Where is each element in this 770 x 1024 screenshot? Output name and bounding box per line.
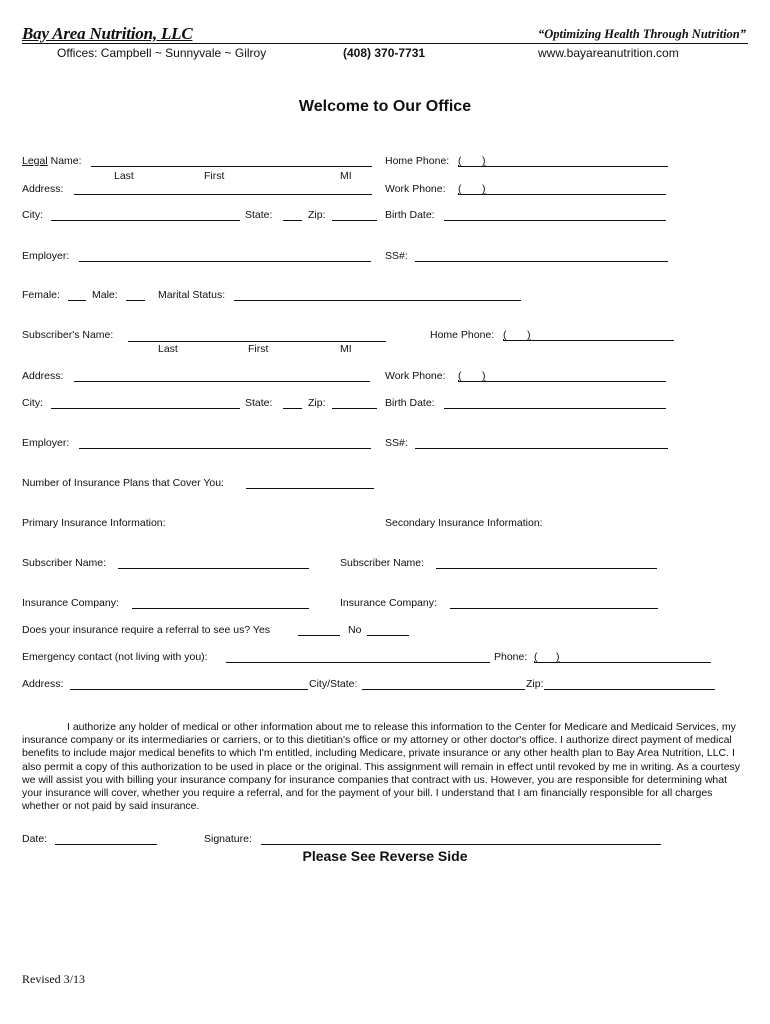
- home-phone-paren-open: (: [458, 155, 462, 167]
- emergency-contact-label: Emergency contact (not living with you):: [22, 651, 208, 663]
- subscriber-name-label: Subscriber's Name:: [22, 329, 114, 341]
- primary-company-label: Insurance Company:: [22, 597, 119, 609]
- revision-note: Revised 3/13: [22, 972, 85, 986]
- subscriber-ssn-label: SS#:: [385, 437, 408, 449]
- authorization-paragraph: I authorize any holder of medical or other information about me to release this information to the Center for Medicare and Medicaid Services, my insurance company or its intermediaries or carriers, or to this dietitian's office or my attorney or other doctor's office. I authorize direct payment of medical benefits to include major medical benefits to which I'm entitled, including Medicare, private insurance or any other health plan to Bay Area Nutrition, LLC. I also permit a copy of this authorization to be used in place or the original. This assignment will remain in effect until revoked by me in writing. As a courtesy we will assist you with billing your insurance company for insurance companies that contract with us. However, you are responsible for determining what your insurance will cover, whether you require a referral, and for the payment of your bill. I understand that I am financially responsible for all charges whether or not paid by said insurance.: [22, 721, 741, 813]
- subscriber-ssn-field[interactable]: [415, 448, 668, 449]
- emergency-address-label: Address:: [22, 678, 64, 690]
- signature-field[interactable]: [261, 844, 661, 845]
- subscriber-work-phone-label: Work Phone:: [385, 370, 446, 382]
- subscriber-work-phone-paren-open: (: [458, 370, 462, 382]
- female-label: Female:: [22, 289, 60, 301]
- emergency-phone-paren-close: ): [556, 651, 560, 663]
- subscriber-state-field[interactable]: [283, 408, 302, 409]
- secondary-subscriber-field[interactable]: [436, 568, 657, 569]
- website: www.bayareanutrition.com: [538, 46, 679, 60]
- work-phone-field[interactable]: [458, 194, 666, 195]
- emergency-city-state-field[interactable]: [362, 689, 525, 690]
- num-plans-label: Number of Insurance Plans that Cover You:: [22, 477, 224, 489]
- subscriber-zip-label: Zip:: [308, 397, 326, 409]
- marital-status-field[interactable]: [234, 300, 521, 301]
- primary-company-field[interactable]: [132, 608, 309, 609]
- secondary-company-label: Insurance Company:: [340, 597, 437, 609]
- header-divider: [22, 43, 748, 44]
- subscriber-employer-field[interactable]: [79, 448, 371, 449]
- work-phone-paren-open: (: [458, 183, 462, 195]
- work-phone-paren-close: ): [482, 183, 486, 195]
- subscriber-work-phone-field[interactable]: [458, 381, 666, 382]
- state-label: State:: [245, 209, 273, 221]
- referral-no-field[interactable]: [367, 635, 409, 636]
- office-locations: Offices: Campbell ~ Sunnyvale ~ Gilroy: [57, 46, 267, 60]
- referral-question: Does your insurance require a referral to see us? Yes: [22, 624, 271, 636]
- subscriber-city-label: City:: [22, 397, 43, 409]
- subscriber-address-label: Address:: [22, 370, 64, 382]
- emergency-phone-field[interactable]: [534, 662, 711, 663]
- reverse-side-notice: Please See Reverse Side: [302, 848, 468, 864]
- emergency-zip-label: Zip:: [526, 678, 544, 690]
- legal-name-field[interactable]: [91, 166, 372, 167]
- num-plans-field[interactable]: [246, 488, 374, 489]
- female-field[interactable]: [68, 300, 86, 301]
- legal-name-label-rest: Name:: [47, 155, 82, 167]
- emergency-city-state-label: City/State:: [309, 678, 358, 690]
- referral-no-label: No: [348, 624, 362, 636]
- city-field[interactable]: [51, 220, 240, 221]
- birth-date-label: Birth Date:: [385, 209, 435, 221]
- zip-label: Zip:: [308, 209, 326, 221]
- secondary-subscriber-label: Subscriber Name:: [340, 557, 425, 569]
- office-phone: (408) 370-7731: [343, 46, 426, 60]
- work-phone-label: Work Phone:: [385, 183, 446, 195]
- legal-name-label-underlined: Legal: [22, 155, 48, 167]
- marital-status-label: Marital Status:: [158, 289, 226, 301]
- company-motto: “Optimizing Health Through Nutrition”: [537, 27, 746, 41]
- employer-label: Employer:: [22, 250, 70, 262]
- legal-name-first-caption: First: [204, 170, 225, 182]
- page-title: Welcome to Our Office: [298, 98, 472, 115]
- address-label: Address:: [22, 183, 64, 195]
- subscriber-city-field[interactable]: [51, 408, 240, 409]
- subscriber-zip-field[interactable]: [332, 408, 377, 409]
- date-field[interactable]: [55, 844, 157, 845]
- subscriber-state-label: State:: [245, 397, 273, 409]
- secondary-company-field[interactable]: [450, 608, 658, 609]
- employer-field[interactable]: [79, 261, 371, 262]
- referral-yes-field[interactable]: [298, 635, 340, 636]
- emergency-contact-field[interactable]: [226, 662, 490, 663]
- signature-label: Signature:: [204, 833, 252, 845]
- ssn-field[interactable]: [415, 261, 668, 262]
- address-field[interactable]: [74, 194, 372, 195]
- subscriber-last-caption: Last: [158, 343, 178, 355]
- primary-subscriber-label: Subscriber Name:: [22, 557, 107, 569]
- state-field[interactable]: [283, 220, 302, 221]
- subscriber-employer-label: Employer:: [22, 437, 70, 449]
- subscriber-address-field[interactable]: [74, 381, 370, 382]
- zip-field[interactable]: [332, 220, 377, 221]
- legal-name-last-caption: Last: [114, 170, 134, 182]
- subscriber-birth-date-label: Birth Date:: [385, 397, 435, 409]
- date-label: Date:: [22, 833, 48, 845]
- legal-name-label: [22, 155, 82, 167]
- home-phone-field[interactable]: [458, 166, 668, 167]
- home-phone-label: Home Phone:: [385, 155, 450, 167]
- primary-subscriber-field[interactable]: [118, 568, 309, 569]
- legal-name-mi-caption: MI: [340, 170, 352, 182]
- subscriber-birth-date-field[interactable]: [444, 408, 666, 409]
- emergency-phone-paren-open: (: [534, 651, 538, 663]
- subscriber-home-phone-paren-open: (: [503, 329, 507, 341]
- secondary-insurance-heading: Secondary Insurance Information:: [385, 517, 543, 529]
- subscriber-name-field[interactable]: [128, 341, 386, 342]
- ssn-label: SS#:: [385, 250, 408, 262]
- emergency-address-field[interactable]: [70, 689, 308, 690]
- home-phone-paren-close: ): [482, 155, 486, 167]
- male-label: Male:: [92, 289, 118, 301]
- subscriber-home-phone-label: Home Phone:: [430, 329, 495, 341]
- emergency-zip-field[interactable]: [544, 689, 715, 690]
- birth-date-field[interactable]: [444, 220, 666, 221]
- emergency-phone-label: Phone:: [494, 651, 528, 663]
- primary-insurance-heading: Primary Insurance Information:: [22, 517, 166, 529]
- male-field[interactable]: [126, 300, 145, 301]
- company-name: Bay Area Nutrition, LLC: [22, 24, 193, 43]
- subscriber-home-phone-paren-close: ): [527, 329, 531, 341]
- subscriber-work-phone-paren-close: ): [482, 370, 486, 382]
- subscriber-mi-caption: MI: [340, 343, 352, 355]
- subscriber-home-phone-field[interactable]: [503, 340, 674, 341]
- subscriber-first-caption: First: [248, 343, 269, 355]
- city-label: City:: [22, 209, 43, 221]
